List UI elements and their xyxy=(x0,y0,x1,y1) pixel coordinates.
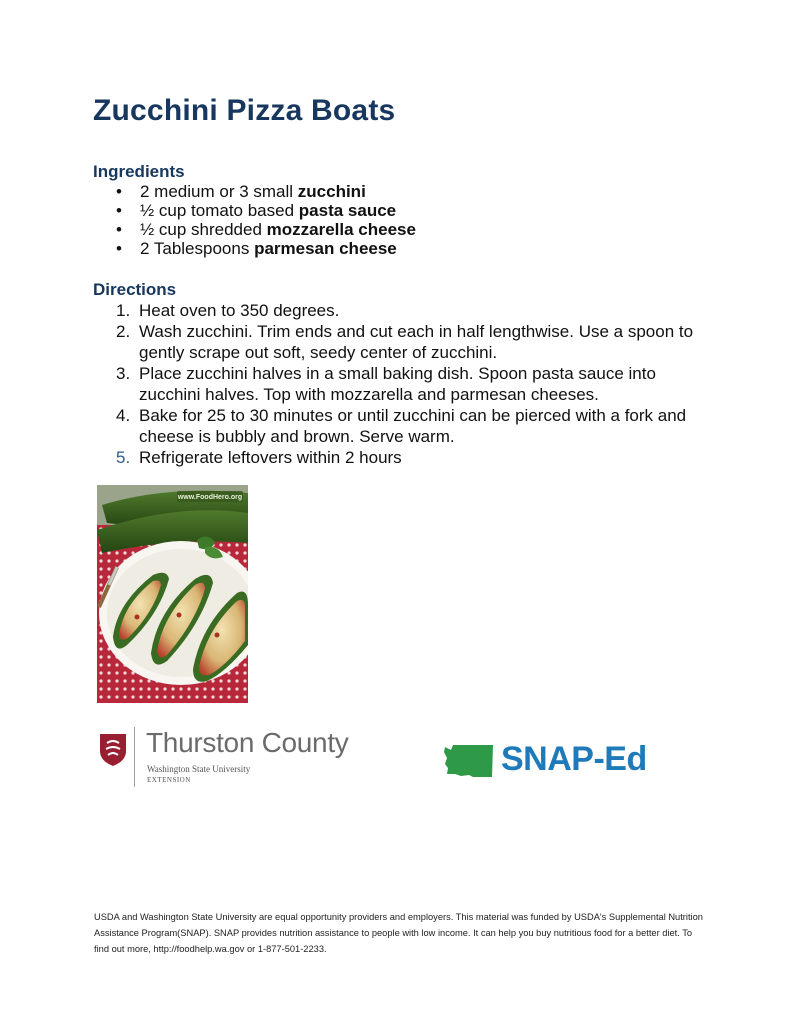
direction-step: 2. Wash zucchini. Trim ends and cut each in half lengthwise. Use a spoon to gently scrape out soft, seedy center of zucchini. xyxy=(116,322,694,362)
ingredient-item: • ½ cup shredded mozzarella cheese xyxy=(116,220,416,239)
recipe-photo xyxy=(97,485,248,703)
snap-ed-text: SNAP-Ed xyxy=(501,740,647,778)
ingredient-item: • 2 medium or 3 small zucchini xyxy=(116,182,366,201)
washington-state-icon xyxy=(443,744,495,778)
directions-heading: Directions xyxy=(93,280,177,299)
footer-disclaimer: USDA and Washington State University are equal opportunity providers and employers. This material was funded by USDA's Supplemental Nutrition Assistance Program(SNAP). SNAP provides nutrition assistance to people with low income. It can help you buy nutritious food for a better diet. To find out more, http://foodhelp.wa.gov or 1-877-501-2233. xyxy=(94,912,703,954)
direction-step: 5. Refrigerate leftovers within 2 hours xyxy=(116,448,402,467)
ingredients-list xyxy=(108,182,416,258)
wsu-extension-label: EXTENSION xyxy=(147,776,191,784)
wsu-university-name: Washington State University xyxy=(147,764,251,774)
wsu-extension-logo xyxy=(99,727,359,789)
wsu-shield-icon xyxy=(99,733,127,767)
recipe-title: Zucchini Pizza Boats xyxy=(93,94,396,127)
directions-list xyxy=(108,300,708,468)
direction-step: 1. Heat oven to 350 degrees. xyxy=(116,301,340,320)
direction-step: 4. Bake for 25 to 30 minutes or until zucchini can be pierced with a fork and cheese is bubbly and brown. Serve warm. xyxy=(116,406,687,446)
photo-watermark: www.FoodHero.org xyxy=(177,494,243,501)
bullet-icon: • xyxy=(116,201,122,220)
ingredient-item: • 2 Tablespoons parmesan cheese xyxy=(116,239,397,258)
bullet-icon: • xyxy=(116,239,122,258)
bullet-icon: • xyxy=(116,182,122,201)
wsu-county-name: Thurston County xyxy=(146,727,349,758)
direction-step: 3. Place zucchini halves in a small baking dish. Spoon pasta sauce into zucchini halves. Top with mozzarella and parmesan cheeses. xyxy=(116,364,656,404)
ingredient-item: • ½ cup tomato based pasta sauce xyxy=(116,201,397,220)
logo-divider xyxy=(134,727,135,787)
bullet-icon: • xyxy=(116,220,122,239)
snap-ed-logo xyxy=(443,740,673,782)
ingredients-heading: Ingredients xyxy=(93,162,185,181)
